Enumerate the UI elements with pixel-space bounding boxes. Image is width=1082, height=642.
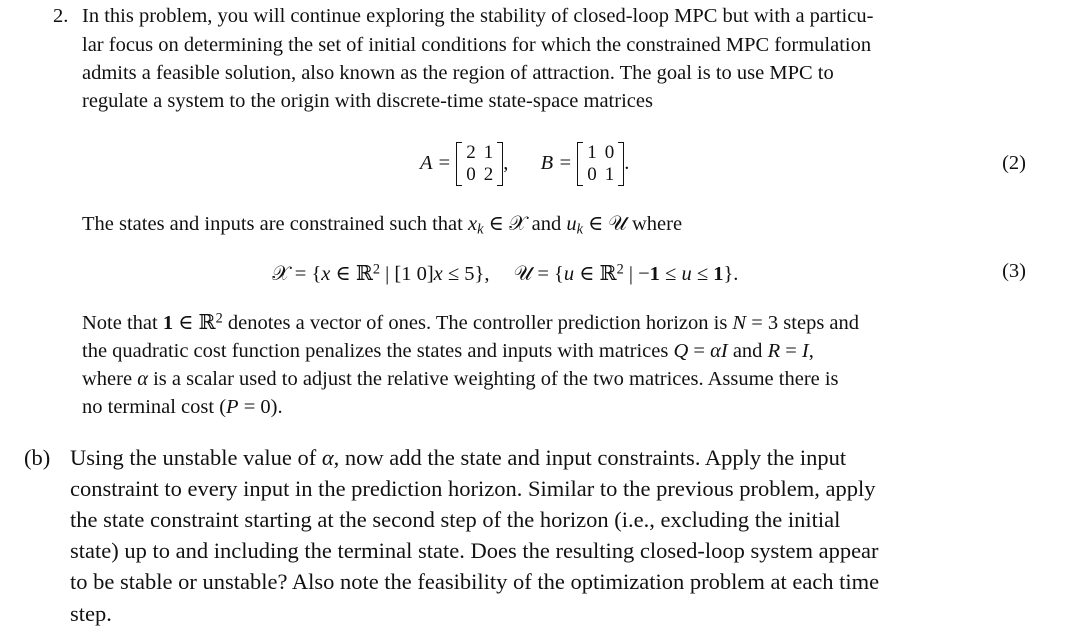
B-21: 0: [587, 164, 597, 186]
B-12: 0: [604, 142, 615, 164]
note-line-1: Note that 1 ∈ ℝ$^2$ denotes a vector of ones. The controller prediction horizon is N = 3 steps and: [82, 310, 860, 334]
equation-2: A = 2 1 0 2 , B = 1 0 0 1 .: [420, 142, 630, 186]
intro-line-3: admits a feasible solution, also known as the region of attraction. The goal is to use MPC to: [82, 62, 834, 84]
part-b-line-5: to be stable or unstable? Also note the feasibility of the optimization problem at each time: [70, 569, 880, 594]
A-12: 1: [483, 142, 494, 164]
A-22: 2: [483, 164, 494, 186]
equation-3: 𝒳 = {x ∈ ℝ$^2$ | [1 0]x ≤ 5}, 𝒰 = {u ∈ ℝ$^2$ | −1 ≤ u ≤ 1}.: [272, 261, 739, 285]
part-b-line-6: step.: [70, 601, 112, 626]
note-line-4: no terminal cost (P = 0).: [82, 396, 283, 418]
intro-line-4: regulate a system to the origin with discrete-time state-space matrices: [82, 90, 653, 112]
part-b-line-3: the state constraint starting at the second step of the horizon (i.e., excluding the initial: [70, 507, 841, 532]
note-line-2: the quadratic cost function penalizes the states and inputs with matrices Q = αI and R = I,: [82, 340, 814, 362]
A-11: 2: [466, 142, 476, 164]
part-b-line-4: state) up to and including the terminal state. Does the resulting closed-loop system appear: [70, 538, 879, 563]
part-b-label: (b): [24, 445, 51, 470]
constraint-sentence: The states and inputs are constrained such that $x_k$ ∈ 𝒳 and $u_k$ ∈ 𝒰 where: [82, 213, 683, 238]
B-label: B =: [540, 152, 573, 174]
problem-number: 2.: [53, 5, 69, 27]
equation-2-number: (2): [1002, 152, 1026, 174]
B-22: 1: [604, 164, 615, 186]
A-label: A =: [420, 152, 452, 174]
B-11: 1: [587, 142, 597, 164]
matrix-B: [577, 142, 624, 186]
intro-line-1: In this problem, you will continue exploring the stability of closed-loop MPC but with a particu-: [82, 5, 874, 27]
equation-3-number: (3): [1002, 260, 1026, 282]
intro-line-2: lar focus on determining the set of initial conditions for which the constrained MPC formulation: [82, 34, 872, 56]
part-b-line-2: constraint to every input in the prediction horizon. Similar to the previous problem, apply: [70, 476, 876, 501]
matrix-A: [456, 142, 503, 186]
A-21: 0: [466, 164, 476, 186]
part-b-line-1: Using the unstable value of α, now add the state and input constraints. Apply the input: [70, 445, 847, 470]
note-line-3: where α is a scalar used to adjust the relative weighting of the two matrices. Assume there is: [82, 368, 839, 390]
